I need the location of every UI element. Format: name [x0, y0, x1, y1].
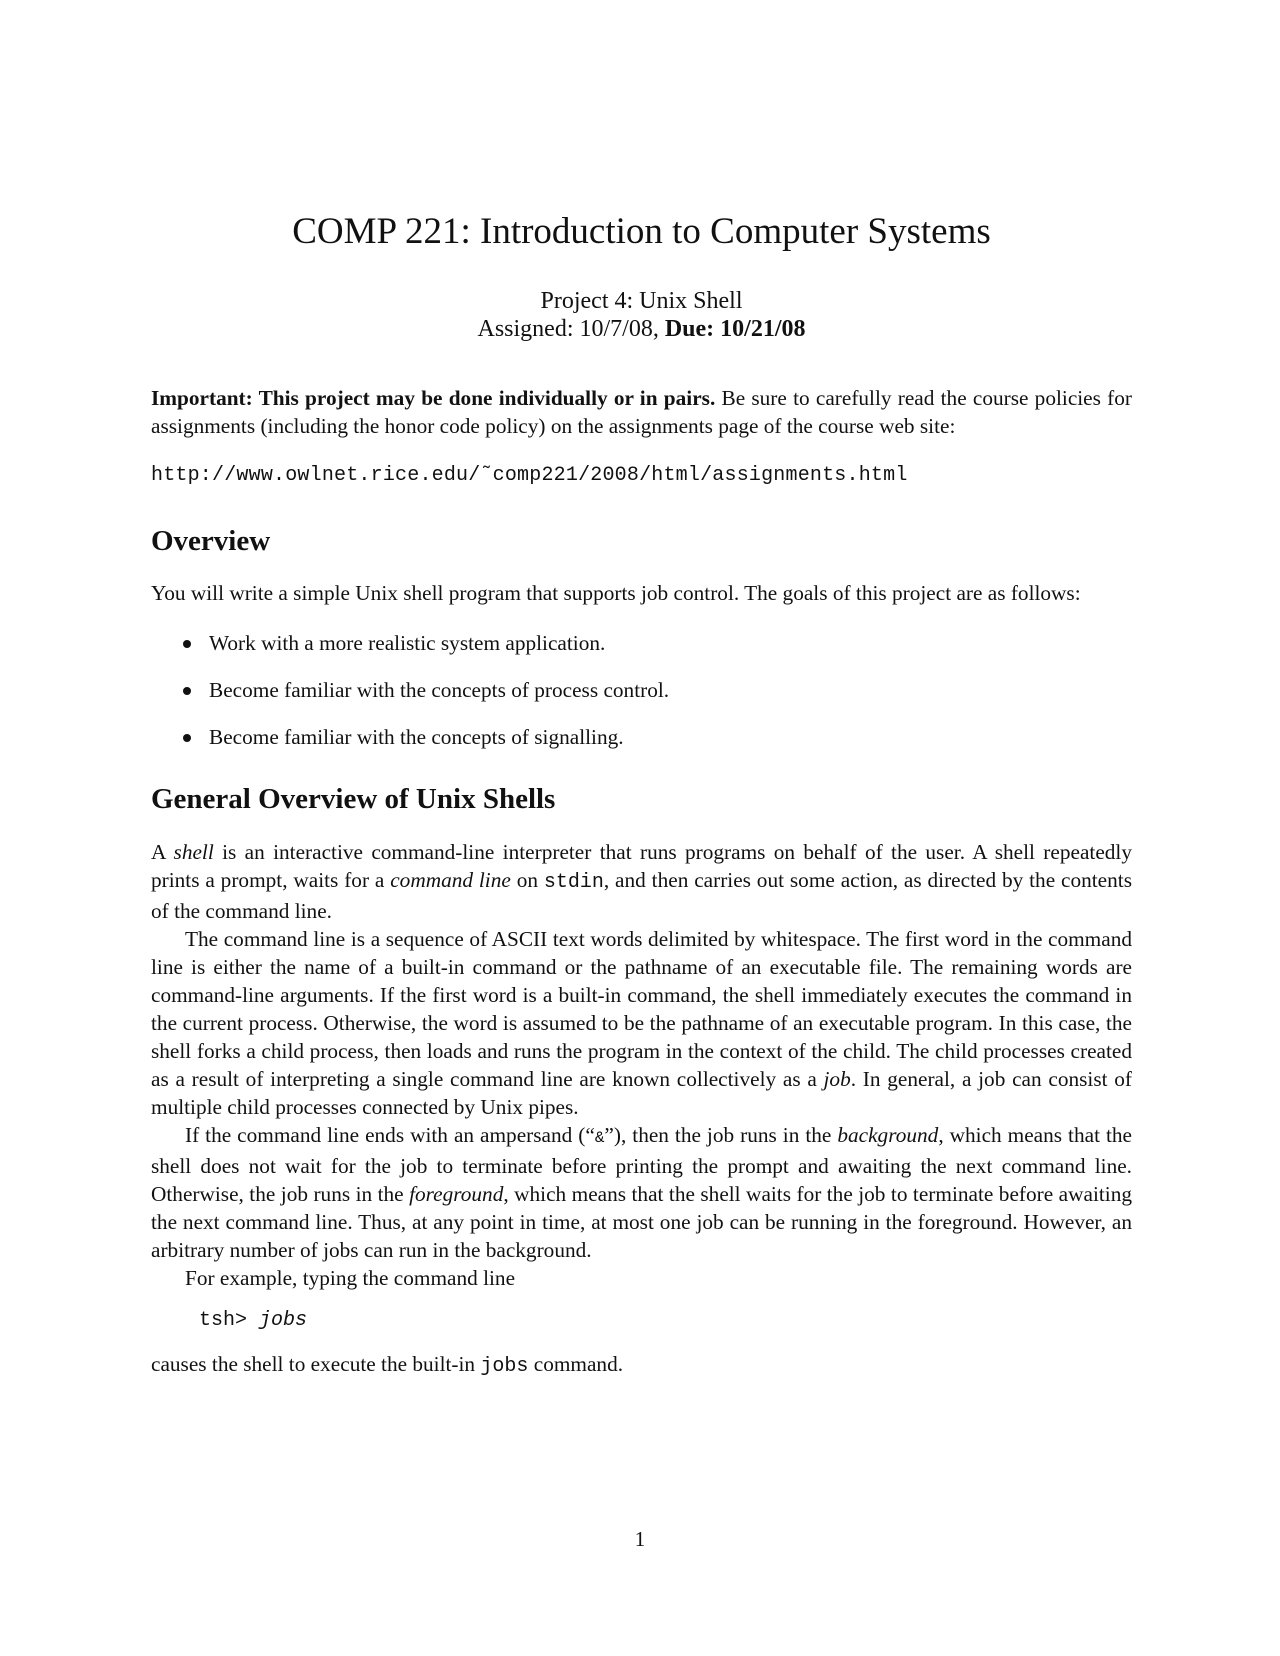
important-bold: Important: This project may be done individually or in pairs.	[151, 386, 716, 410]
paragraph-background-foreground: If the command line ends with an ampersand (“&”), then the job runs in the background, which means that the shell does not wait for the job to terminate before printing the prompt and awaiting the next command line. Otherwise, the job runs in the foreground, which means that the shell waits for the job to terminate before awaiting the next command line. Thus, at any point in time, at most one job can be running in the foreground. However, an arbitrary number of jobs can run in the background.	[151, 1123, 1132, 1262]
bullet-icon	[183, 687, 191, 695]
general-overview-body	[151, 838, 1132, 1381]
important-text: Be sure to carefully read the course policies for assignments (including the honor code policy) on the assignments page of the course web site:	[151, 386, 1132, 438]
assignments-url[interactable]: http://www.owlnet.rice.edu/˜comp221/2008/html/assignments.html	[151, 464, 908, 487]
code-stdin: stdin	[543, 871, 604, 894]
important-note	[151, 384, 1132, 440]
code-ampersand: &	[594, 1129, 605, 1147]
example-command	[151, 1307, 1132, 1335]
term-background: background	[837, 1123, 939, 1147]
paragraph-example-result: causes the shell to execute the built-in jobs command.	[151, 1352, 624, 1378]
assignment-dates	[151, 315, 1132, 343]
bullet-icon	[183, 734, 191, 742]
bullet-icon	[183, 640, 191, 648]
goals-list	[151, 629, 1132, 770]
due-date: Due: 10/21/08	[664, 316, 806, 342]
overview-heading: Overview	[151, 525, 271, 557]
example-prompt: tsh>	[199, 1309, 260, 1332]
term-job: job	[823, 1067, 851, 1091]
example-cmd: jobs	[259, 1309, 308, 1332]
assigned-date: Assigned: 10/7/08,	[477, 316, 665, 342]
general-overview-heading: General Overview of Unix Shells	[151, 783, 556, 815]
term-foreground: foreground	[409, 1182, 504, 1206]
document-subtitle	[151, 287, 1132, 343]
list-item: Become familiar with the concepts of process control.	[151, 676, 1132, 704]
list-item: Become familiar with the concepts of signalling.	[151, 723, 1132, 751]
paragraph-shell-definition: A shell is an interactive command-line interpreter that runs programs on behalf of the user. A shell repeatedly prints a prompt, waits for a command line on stdin, and then carries out some action, as directed by the contents of the command line.	[151, 840, 1132, 923]
overview-intro: You will write a simple Unix shell program that supports job control. The goals of this project are as follows:	[151, 581, 1081, 605]
document-title: COMP 221: Introduction to Computer Systems	[292, 211, 991, 252]
code-jobs: jobs	[480, 1355, 529, 1378]
page-number: 1	[634, 1527, 646, 1551]
project-name: Project 4: Unix Shell	[540, 288, 743, 314]
list-item: Work with a more realistic system application.	[151, 629, 1132, 657]
term-command-line: command line	[390, 868, 511, 892]
paragraph-command-line: The command line is a sequence of ASCII text words delimited by whitespace. The first word in the command line is either the name of a built-in command or the pathname of an executable file. The remaining words are command-line arguments. If the first word is a built-in command, the shell immediately executes the command in the current process. Otherwise, the word is assumed to be the pathname of an executable program. In this case, the shell forks a child process, then loads and runs the program in the context of the child. The child processes created as a result of interpreting a single command line are known collectively as a job. In general, a job can consist of multiple child processes connected by Unix pipes.	[151, 927, 1132, 1119]
term-shell: shell	[173, 840, 214, 864]
paragraph-example-intro: For example, typing the command line	[185, 1266, 516, 1290]
